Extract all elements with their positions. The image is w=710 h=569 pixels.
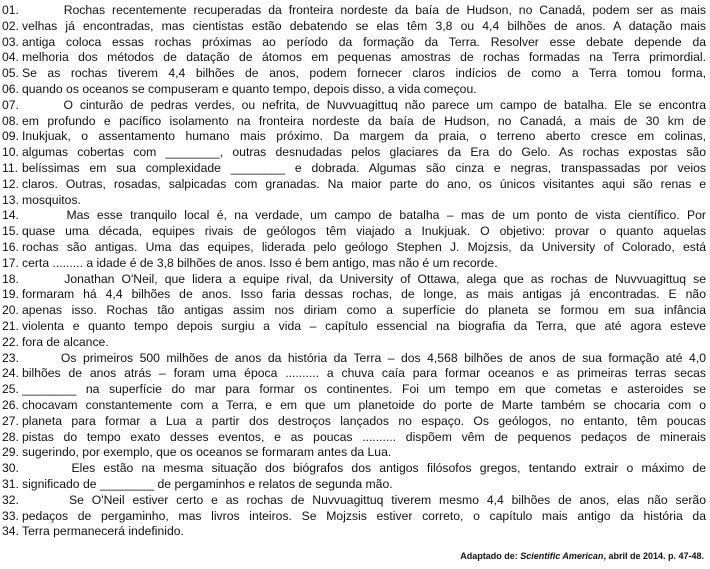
text-line bbox=[2, 177, 706, 193]
line-text: chocavam constantemente com a Terra, e em que um planetoide do porte de Marte também se chocaria com o bbox=[22, 397, 706, 412]
line-number: 30. bbox=[2, 461, 19, 476]
line-number: 24. bbox=[2, 366, 19, 381]
line-text: Inukjuak, o assentamento humano mais próximo. Da margem da praia, o terreno aberto cresce em colinas, bbox=[22, 129, 706, 144]
line-text: Rochas recentemente recuperadas da fronteira nordeste da baía de Hudson, no Canadá, podem ser as mais bbox=[22, 3, 706, 17]
line-text: Eles estão na mesma situação dos biógrafos dos antigos filósofos gregos, tentando extrair o máximo de bbox=[22, 461, 706, 476]
text-line bbox=[2, 161, 706, 177]
text-line bbox=[2, 366, 706, 382]
text-line bbox=[2, 398, 706, 414]
line-number: 12. bbox=[2, 176, 19, 191]
line-number: 10. bbox=[2, 145, 19, 160]
line-text: em profundo e pacífico isolamento na fronteira nordeste da baía de Hudson, no Canadá, a mais de 30 km de bbox=[22, 113, 706, 128]
text-line bbox=[2, 129, 706, 145]
text-line bbox=[2, 193, 706, 209]
line-text: mosquitos. bbox=[22, 192, 81, 207]
line-number: 15. bbox=[2, 224, 19, 239]
line-text: Mas esse tranquilo local é, na verdade, um campo de batalha – mas de um ponto de vista científico. Por bbox=[22, 208, 706, 223]
text-line bbox=[2, 509, 706, 525]
text-line bbox=[2, 35, 706, 51]
line-text: algumas cobertas com ________, outras desnudadas pelos glaciares da Era do Gelo. As rochas expostas são bbox=[22, 145, 706, 160]
text-line bbox=[2, 114, 706, 130]
text-line bbox=[2, 493, 706, 509]
line-text: belíssimas em sua complexidade ________ e dobrada. Algumas são cinza e negras, transpassadas por veios bbox=[22, 160, 706, 175]
line-number: 01. bbox=[2, 3, 19, 17]
line-number: 06. bbox=[2, 81, 19, 96]
text-line bbox=[2, 319, 706, 335]
line-text: pedaços de pergaminho, mas livros inteiros. Se Mojzsis estiver correto, o capítulo mais antigo da história da bbox=[22, 508, 706, 523]
line-text: rochas são antigas. Uma das equipes, liderada pelo geólogo Stephen J. Mojzsis, da University of Colorado, está bbox=[22, 239, 706, 254]
line-text: quase uma década, equipes rivais de geólogos têm viajado a Inukjuak. O objetivo: provar o quanto aquelas bbox=[22, 224, 706, 239]
source-suffix: , abril de 2014. p. 47-48. bbox=[603, 551, 704, 561]
line-number: 28. bbox=[2, 429, 19, 444]
line-text: velhas já encontradas, mas cientistas estão debatendo se elas têm 3,8 ou 4,4 bilhões de anos. A datação mais bbox=[22, 18, 706, 33]
text-line bbox=[2, 208, 706, 224]
text-line bbox=[2, 224, 706, 240]
line-text: Terra permanecerá indefinido. bbox=[22, 524, 184, 539]
line-number: 21. bbox=[2, 318, 19, 333]
line-text: formaram há 4,4 bilhões de anos. Isso faria dessas rochas, de longe, as mais antigas já encontradas. E não bbox=[22, 287, 706, 302]
text-line bbox=[2, 98, 706, 114]
line-text: claros. Outras, rosadas, salpicadas com granadas. Na maior parte do ano, os únicos visitantes aqui são renas e bbox=[22, 176, 706, 191]
document-text bbox=[2, 3, 706, 540]
line-text: Se as rochas tiverem 4,4 bilhões de anos, podem fornecer claros indícios de como a Terra tomou forma, bbox=[22, 66, 706, 81]
text-line bbox=[2, 335, 706, 351]
line-number: 02. bbox=[2, 18, 19, 33]
source-citation bbox=[460, 551, 704, 561]
text-line bbox=[2, 287, 706, 303]
text-line bbox=[2, 240, 706, 256]
line-text: bilhões de anos atrás – foram uma época .......... a chuva caía para formar oceanos e as primeiras terras secas bbox=[22, 366, 706, 381]
line-number: 08. bbox=[2, 113, 19, 128]
line-number: 22. bbox=[2, 334, 19, 349]
line-number: 17. bbox=[2, 255, 19, 270]
text-line bbox=[2, 256, 706, 272]
text-line bbox=[2, 382, 706, 398]
line-text: certa ......... a idade é de 3,8 bilhões de anos. Isso é bem antigo, mas não é um recorde. bbox=[22, 255, 498, 270]
text-line bbox=[2, 445, 706, 461]
line-text: pistas do tempo exato desses eventos, e as poucas .......... dispõem vêm de pequenos pedaços de minerais bbox=[22, 429, 706, 444]
line-text: Se O'Neil estiver certo e as rochas de Nuvvuagittuq tiverem mesmo 4,4 bilhões de anos, elas não serão bbox=[22, 492, 706, 507]
line-number: 14. bbox=[2, 208, 19, 223]
line-number: 05. bbox=[2, 66, 19, 81]
text-line bbox=[2, 145, 706, 161]
source-publication: Scientific American bbox=[520, 551, 604, 561]
line-text: Os primeiros 500 milhões de anos da história da Terra – dos 4,568 bilhões de anos de sua formação até 4,0 bbox=[22, 350, 706, 365]
line-number: 29. bbox=[2, 445, 19, 460]
line-number: 09. bbox=[2, 129, 19, 144]
line-number: 23. bbox=[2, 350, 19, 365]
line-number: 20. bbox=[2, 303, 19, 318]
line-text: O cinturão de pedras verdes, ou nefrita, de Nuvvuagittuq não parece um campo de batalha. Ele se encontra bbox=[22, 97, 706, 112]
line-text: significado de ________ de pergaminhos e relatos de segunda mão. bbox=[22, 476, 393, 491]
text-line bbox=[2, 19, 706, 35]
line-text: fora de alcance. bbox=[22, 334, 109, 349]
line-text: apenas isso. Rochas tão antigas assim nos diriam como a superfície do planeta se formou em sua infância bbox=[22, 303, 706, 318]
line-number: 03. bbox=[2, 34, 19, 49]
line-text: antiga coloca essas rochas próximas ao período da formação da Terra. Resolver esse debate depende da bbox=[22, 34, 706, 49]
text-line bbox=[2, 477, 706, 493]
line-number: 27. bbox=[2, 413, 19, 428]
line-text: violenta e quanto tempo depois surgiu a vida – capítulo essencial na biografia da Terra, que até agora esteve bbox=[22, 318, 706, 333]
line-text: Jonathan O'Neil, que lidera a equipe rival, da University of Ottawa, alega que as rochas de Nuvvuagittuq se bbox=[22, 271, 706, 286]
line-number: 19. bbox=[2, 287, 19, 302]
text-line bbox=[2, 414, 706, 430]
line-number: 16. bbox=[2, 239, 19, 254]
text-line bbox=[2, 82, 706, 98]
line-number: 04. bbox=[2, 50, 19, 65]
text-line bbox=[2, 303, 706, 319]
line-number: 34. bbox=[2, 524, 19, 539]
text-line bbox=[2, 524, 706, 540]
line-number: 32. bbox=[2, 492, 19, 507]
line-text: sugerindo, por exemplo, que os oceanos se formaram antes da Lua. bbox=[22, 445, 392, 460]
text-line bbox=[2, 66, 706, 82]
line-number: 18. bbox=[2, 271, 19, 286]
line-text: planeta para formar a Lua a partir dos destroços lançados no espaço. Os geólogos, no entanto, têm poucas bbox=[22, 413, 706, 428]
line-text: quando os oceanos se compuseram e quanto tempo, depois disso, a vida começou. bbox=[22, 81, 477, 96]
line-text: ________ na superfície do mar para formar os continentes. Foi um tempo em que cometas e asteroides se bbox=[22, 382, 706, 397]
line-number: 33. bbox=[2, 508, 19, 523]
line-number: 25. bbox=[2, 382, 19, 397]
text-line bbox=[2, 50, 706, 66]
text-line bbox=[2, 461, 706, 477]
line-number: 07. bbox=[2, 97, 19, 112]
line-number: 26. bbox=[2, 397, 19, 412]
text-line bbox=[2, 3, 706, 19]
text-line bbox=[2, 351, 706, 367]
text-line bbox=[2, 272, 706, 288]
line-number: 13. bbox=[2, 192, 19, 207]
source-prefix: Adaptado de: bbox=[460, 551, 521, 561]
text-line bbox=[2, 430, 706, 446]
line-text: melhoria dos métodos de datação de átomos em pequenas amostras de rochas formadas na Terra primordial. bbox=[22, 50, 706, 65]
line-number: 11. bbox=[2, 160, 19, 175]
line-number: 31. bbox=[2, 476, 19, 491]
